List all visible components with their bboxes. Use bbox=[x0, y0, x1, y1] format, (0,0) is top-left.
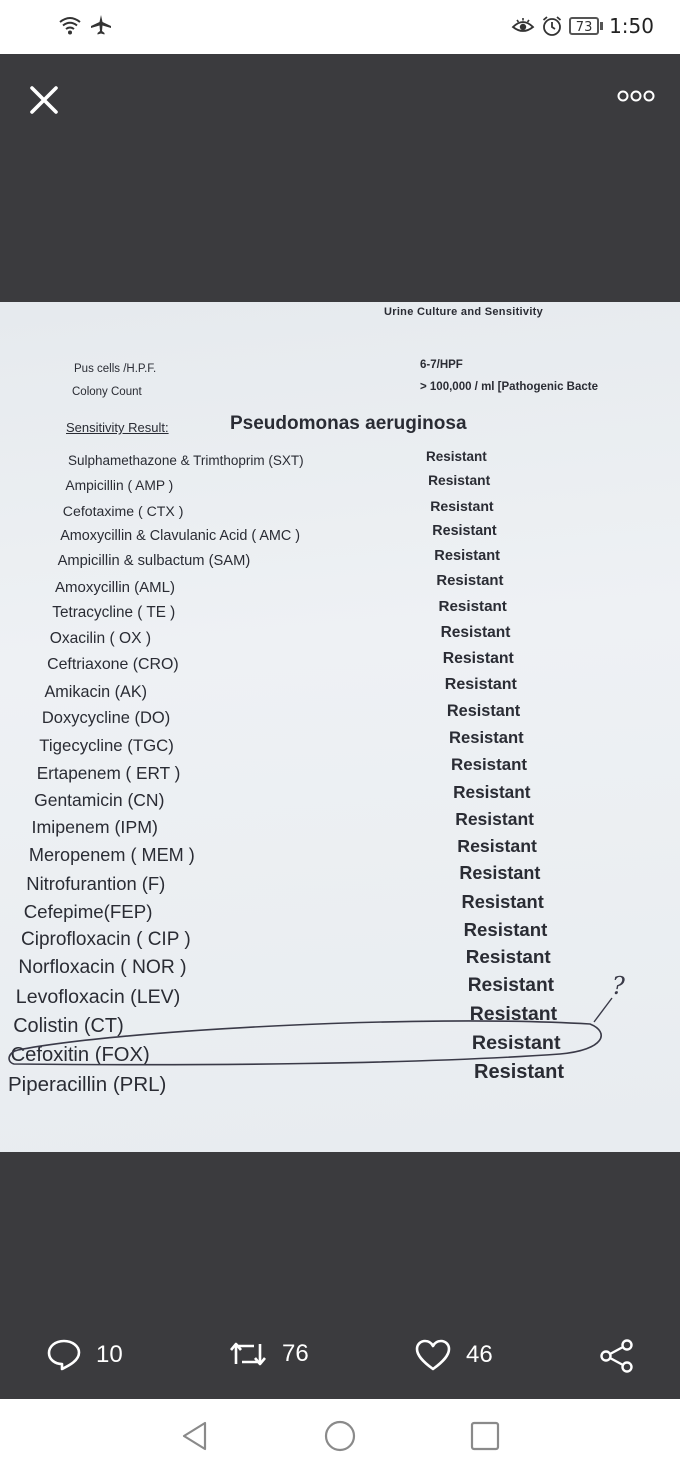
drug-name: Amoxycillin (AML) bbox=[55, 578, 176, 596]
sensitivity-result: Resistant bbox=[467, 974, 555, 996]
retweet-count: 76 bbox=[282, 1340, 309, 1367]
back-button[interactable] bbox=[178, 1419, 212, 1453]
sensitivity-result: Resistant bbox=[440, 623, 511, 641]
like-button[interactable] bbox=[414, 1338, 493, 1372]
pus-cells-label: Pus cells /H.P.F. bbox=[74, 363, 157, 375]
viewer-header bbox=[0, 54, 680, 302]
sensitivity-result: Resistant bbox=[471, 1032, 561, 1054]
organism-name: Pseudomonas aeruginosa bbox=[230, 413, 467, 434]
battery-indicator bbox=[569, 17, 603, 35]
sensitivity-result: Resistant bbox=[474, 1060, 565, 1083]
drug-name: Doxycycline (DO) bbox=[41, 709, 171, 728]
drug-name: Ceftriaxone (CRO) bbox=[47, 656, 179, 674]
sensitivity-result: Resistant bbox=[461, 890, 544, 912]
drug-name: Ampicillin & sulbactum (SAM) bbox=[57, 553, 251, 569]
drug-name: Piperacillin (PRL) bbox=[8, 1072, 167, 1096]
recents-square-icon bbox=[468, 1419, 502, 1453]
sensitivity-result: Resistant bbox=[469, 1003, 558, 1026]
drug-name: Imipenem (IPM) bbox=[31, 817, 158, 838]
viewer-footer bbox=[0, 1152, 680, 1399]
drug-name: Ampicillin ( AMP ) bbox=[65, 477, 174, 493]
recents-button[interactable] bbox=[468, 1419, 502, 1453]
colony-count-value: > 100,000 / ml [Pathogenic Bacte bbox=[420, 381, 599, 393]
sensitivity-result: Resistant bbox=[449, 728, 524, 748]
back-triangle-icon bbox=[178, 1419, 212, 1453]
clock: 1:50 bbox=[609, 14, 654, 38]
home-button[interactable] bbox=[323, 1419, 357, 1453]
sensitivity-result: Resistant bbox=[432, 522, 497, 539]
sensitivity-result: Resistant bbox=[444, 675, 517, 693]
airplane-icon bbox=[90, 14, 112, 36]
heart-icon bbox=[414, 1338, 452, 1372]
drug-name: Ertapenem ( ERT ) bbox=[36, 762, 181, 783]
drug-name: Levofloxacin (LEV) bbox=[15, 985, 181, 1008]
share-button[interactable] bbox=[598, 1338, 636, 1374]
sensitivity-result: Resistant bbox=[453, 781, 531, 802]
sensitivity-result: Resistant bbox=[426, 449, 487, 464]
sensitivity-result: Resistant bbox=[438, 598, 507, 616]
like-count: 46 bbox=[466, 1341, 493, 1368]
sensitivity-result: Resistant bbox=[459, 863, 541, 884]
sensitivity-result: Resistant bbox=[457, 835, 537, 856]
drug-name: Gentamicin (CN) bbox=[34, 790, 165, 811]
share-icon bbox=[598, 1338, 636, 1374]
drug-name: Tigecycline (TGC) bbox=[39, 736, 174, 755]
drug-name: Nitrofurantion (F) bbox=[26, 872, 166, 894]
retweet-button[interactable] bbox=[228, 1338, 309, 1370]
drug-name: Amoxycillin & Clavulanic Acid ( AMC ) bbox=[60, 527, 301, 544]
drug-name: Norfloxacin ( NOR ) bbox=[18, 957, 187, 979]
reply-button[interactable] bbox=[46, 1338, 123, 1372]
status-right bbox=[511, 14, 654, 38]
sensitivity-result: Resistant bbox=[442, 649, 514, 667]
drug-name: Meropenem ( MEM ) bbox=[28, 845, 195, 865]
drug-name: Cefotaxime ( CTX ) bbox=[62, 502, 184, 519]
sensitivity-result: Resistant bbox=[434, 547, 500, 564]
sensitivity-result: Resistant bbox=[465, 946, 551, 968]
navigation-bar bbox=[0, 1399, 680, 1473]
sensitivity-result: Resistant bbox=[446, 701, 521, 720]
drug-name: Colistin (CT) bbox=[13, 1014, 124, 1037]
drug-name: Amikacin (AK) bbox=[44, 682, 148, 701]
sensitivity-result: Resistant bbox=[428, 473, 491, 489]
sensitivity-label: Sensitivity Result: bbox=[66, 420, 169, 435]
sensitivity-result: Resistant bbox=[430, 497, 494, 514]
sensitivity-result: Resistant bbox=[436, 572, 504, 589]
handwritten-question-mark: ? bbox=[612, 972, 625, 1000]
drug-name: Tetracycline ( TE ) bbox=[52, 604, 176, 622]
close-icon bbox=[26, 82, 62, 118]
retweet-icon bbox=[228, 1338, 268, 1370]
alarm-icon bbox=[541, 15, 563, 37]
drug-name: Oxacilin ( OX ) bbox=[49, 630, 152, 648]
photo-image[interactable] bbox=[0, 302, 680, 1152]
sensitivity-result: Resistant bbox=[455, 808, 534, 829]
sensitivity-result: Resistant bbox=[463, 918, 548, 940]
sensitivity-result: Resistant bbox=[451, 754, 528, 774]
drug-name: Cefoxitin (FOX) bbox=[10, 1043, 150, 1066]
reply-count: 10 bbox=[96, 1341, 123, 1368]
report-title: Urine Culture and Sensitivity bbox=[384, 306, 544, 318]
home-circle-icon bbox=[323, 1419, 357, 1453]
eye-comfort-icon bbox=[511, 16, 535, 36]
wifi-icon bbox=[58, 14, 82, 36]
pus-cells-value: 6-7/HPF bbox=[420, 359, 463, 371]
colony-count-label: Colony Count bbox=[72, 386, 142, 398]
tweet-actions bbox=[0, 1330, 680, 1380]
reply-icon bbox=[46, 1338, 82, 1372]
close-button[interactable] bbox=[26, 82, 62, 118]
drug-name: Sulphamethazone & Trimthoprim (SXT) bbox=[68, 453, 304, 468]
drug-name: Cefepime(FEP) bbox=[23, 900, 153, 922]
drug-name: Ciprofloxacin ( CIP ) bbox=[21, 928, 191, 950]
more-options-icon bbox=[616, 86, 656, 106]
battery-level: 73 bbox=[569, 17, 599, 35]
status-left bbox=[58, 14, 112, 36]
more-options-button[interactable] bbox=[616, 86, 656, 106]
status-bar bbox=[0, 0, 680, 54]
